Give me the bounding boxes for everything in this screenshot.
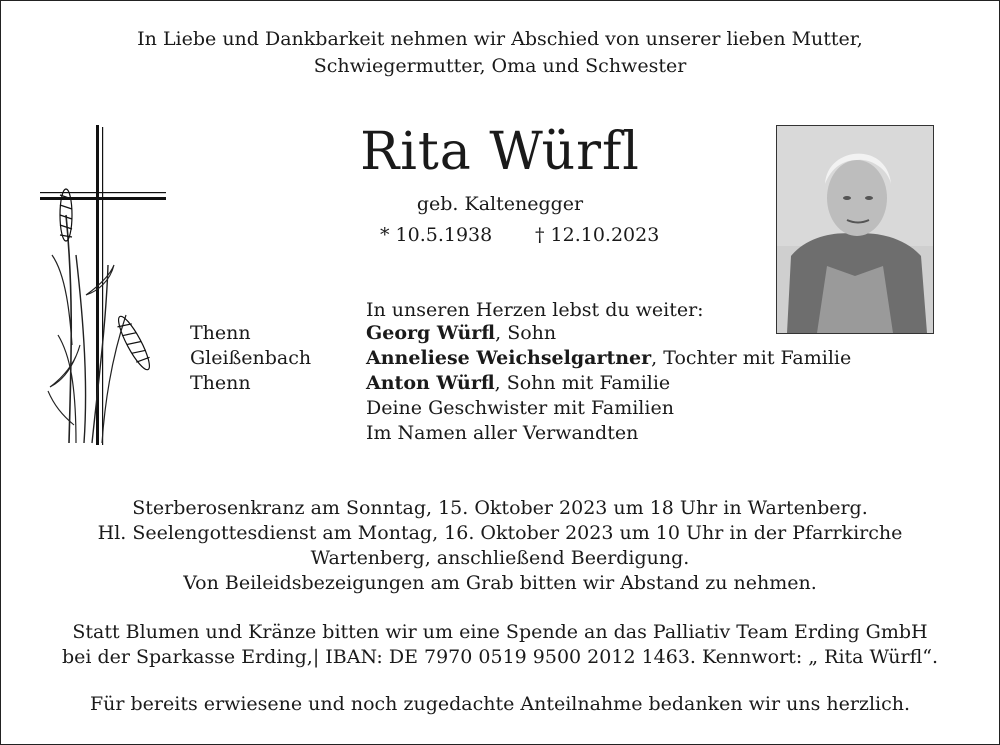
maiden-name: geb. Kaltenegger — [416, 193, 584, 215]
death-date: † 12.10.2023 — [535, 224, 660, 246]
mourner-entry — [366, 346, 851, 371]
life-dates — [380, 222, 659, 249]
intro-line-1: In Liebe und Dankbarkeit nehmen wir Abschied von unserer lieben Mutter, — [137, 28, 863, 50]
intro-line-2: Schwiegermutter, Oma und Schwester — [313, 55, 687, 77]
portrait-icon — [777, 126, 933, 333]
mourner-name: Anneliese Weichselgartner — [366, 347, 652, 369]
mourner-extra: Deine Geschwister mit Familien — [366, 397, 674, 419]
service-line-1: Sterberosenkranz am Sonntag, 15. Oktober 2023 um 18 Uhr in Wartenberg. — [132, 497, 868, 519]
mourner-place: Thenn — [190, 322, 251, 344]
service-line-3: Wartenberg, anschließend Beerdigung. — [310, 547, 690, 569]
mourner-place: Gleißenbach — [190, 347, 312, 369]
mourner-relation: , Tochter mit Familie — [651, 347, 852, 369]
mourner-entry — [366, 371, 851, 396]
mourner-name: Anton Würfl — [366, 372, 495, 394]
thanks-note: Für bereits erwiesene und noch zugedachte Anteilnahme bedanken wir uns herzlich. — [89, 693, 911, 715]
mourner-entry — [366, 321, 851, 346]
mourner-relation: , Sohn mit Familie — [494, 372, 671, 394]
mourner-relation: , Sohn — [495, 322, 557, 344]
portrait-photo — [776, 125, 934, 334]
service-details — [0, 496, 1000, 596]
mourner-places — [190, 321, 311, 396]
mourners-heading: In unseren Herzen lebst du weiter: — [366, 299, 704, 321]
service-line-2: Hl. Seelengottesdienst am Montag, 16. Oktober 2023 um 10 Uhr in der Pfarrkirche — [97, 522, 903, 544]
mourner-place: Thenn — [190, 372, 251, 394]
donation-line-2: bei der Sparkasse Erding,| IBAN: DE 7970 0519 9500 2012 1463. Kennwort: „ Rita Würfl“. — [61, 646, 939, 668]
birth-date: * 10.5.1938 — [380, 224, 493, 246]
donation-note — [0, 620, 1000, 670]
mourner-name: Georg Würfl — [366, 322, 496, 344]
donation-line-1: Statt Blumen und Kränze bitten wir um eine Spende an das Palliativ Team Erding GmbH — [72, 621, 928, 643]
mourner-list — [366, 321, 851, 446]
cross-with-wheat-icon — [36, 125, 171, 450]
mourner-extra: Im Namen aller Verwandten — [366, 422, 639, 444]
service-line-4: Von Beileidsbezeigungen am Grab bitten wir Abstand zu nehmen. — [183, 572, 817, 594]
intro-text — [0, 26, 1000, 80]
deceased-name: Rita Würfl — [360, 122, 640, 182]
